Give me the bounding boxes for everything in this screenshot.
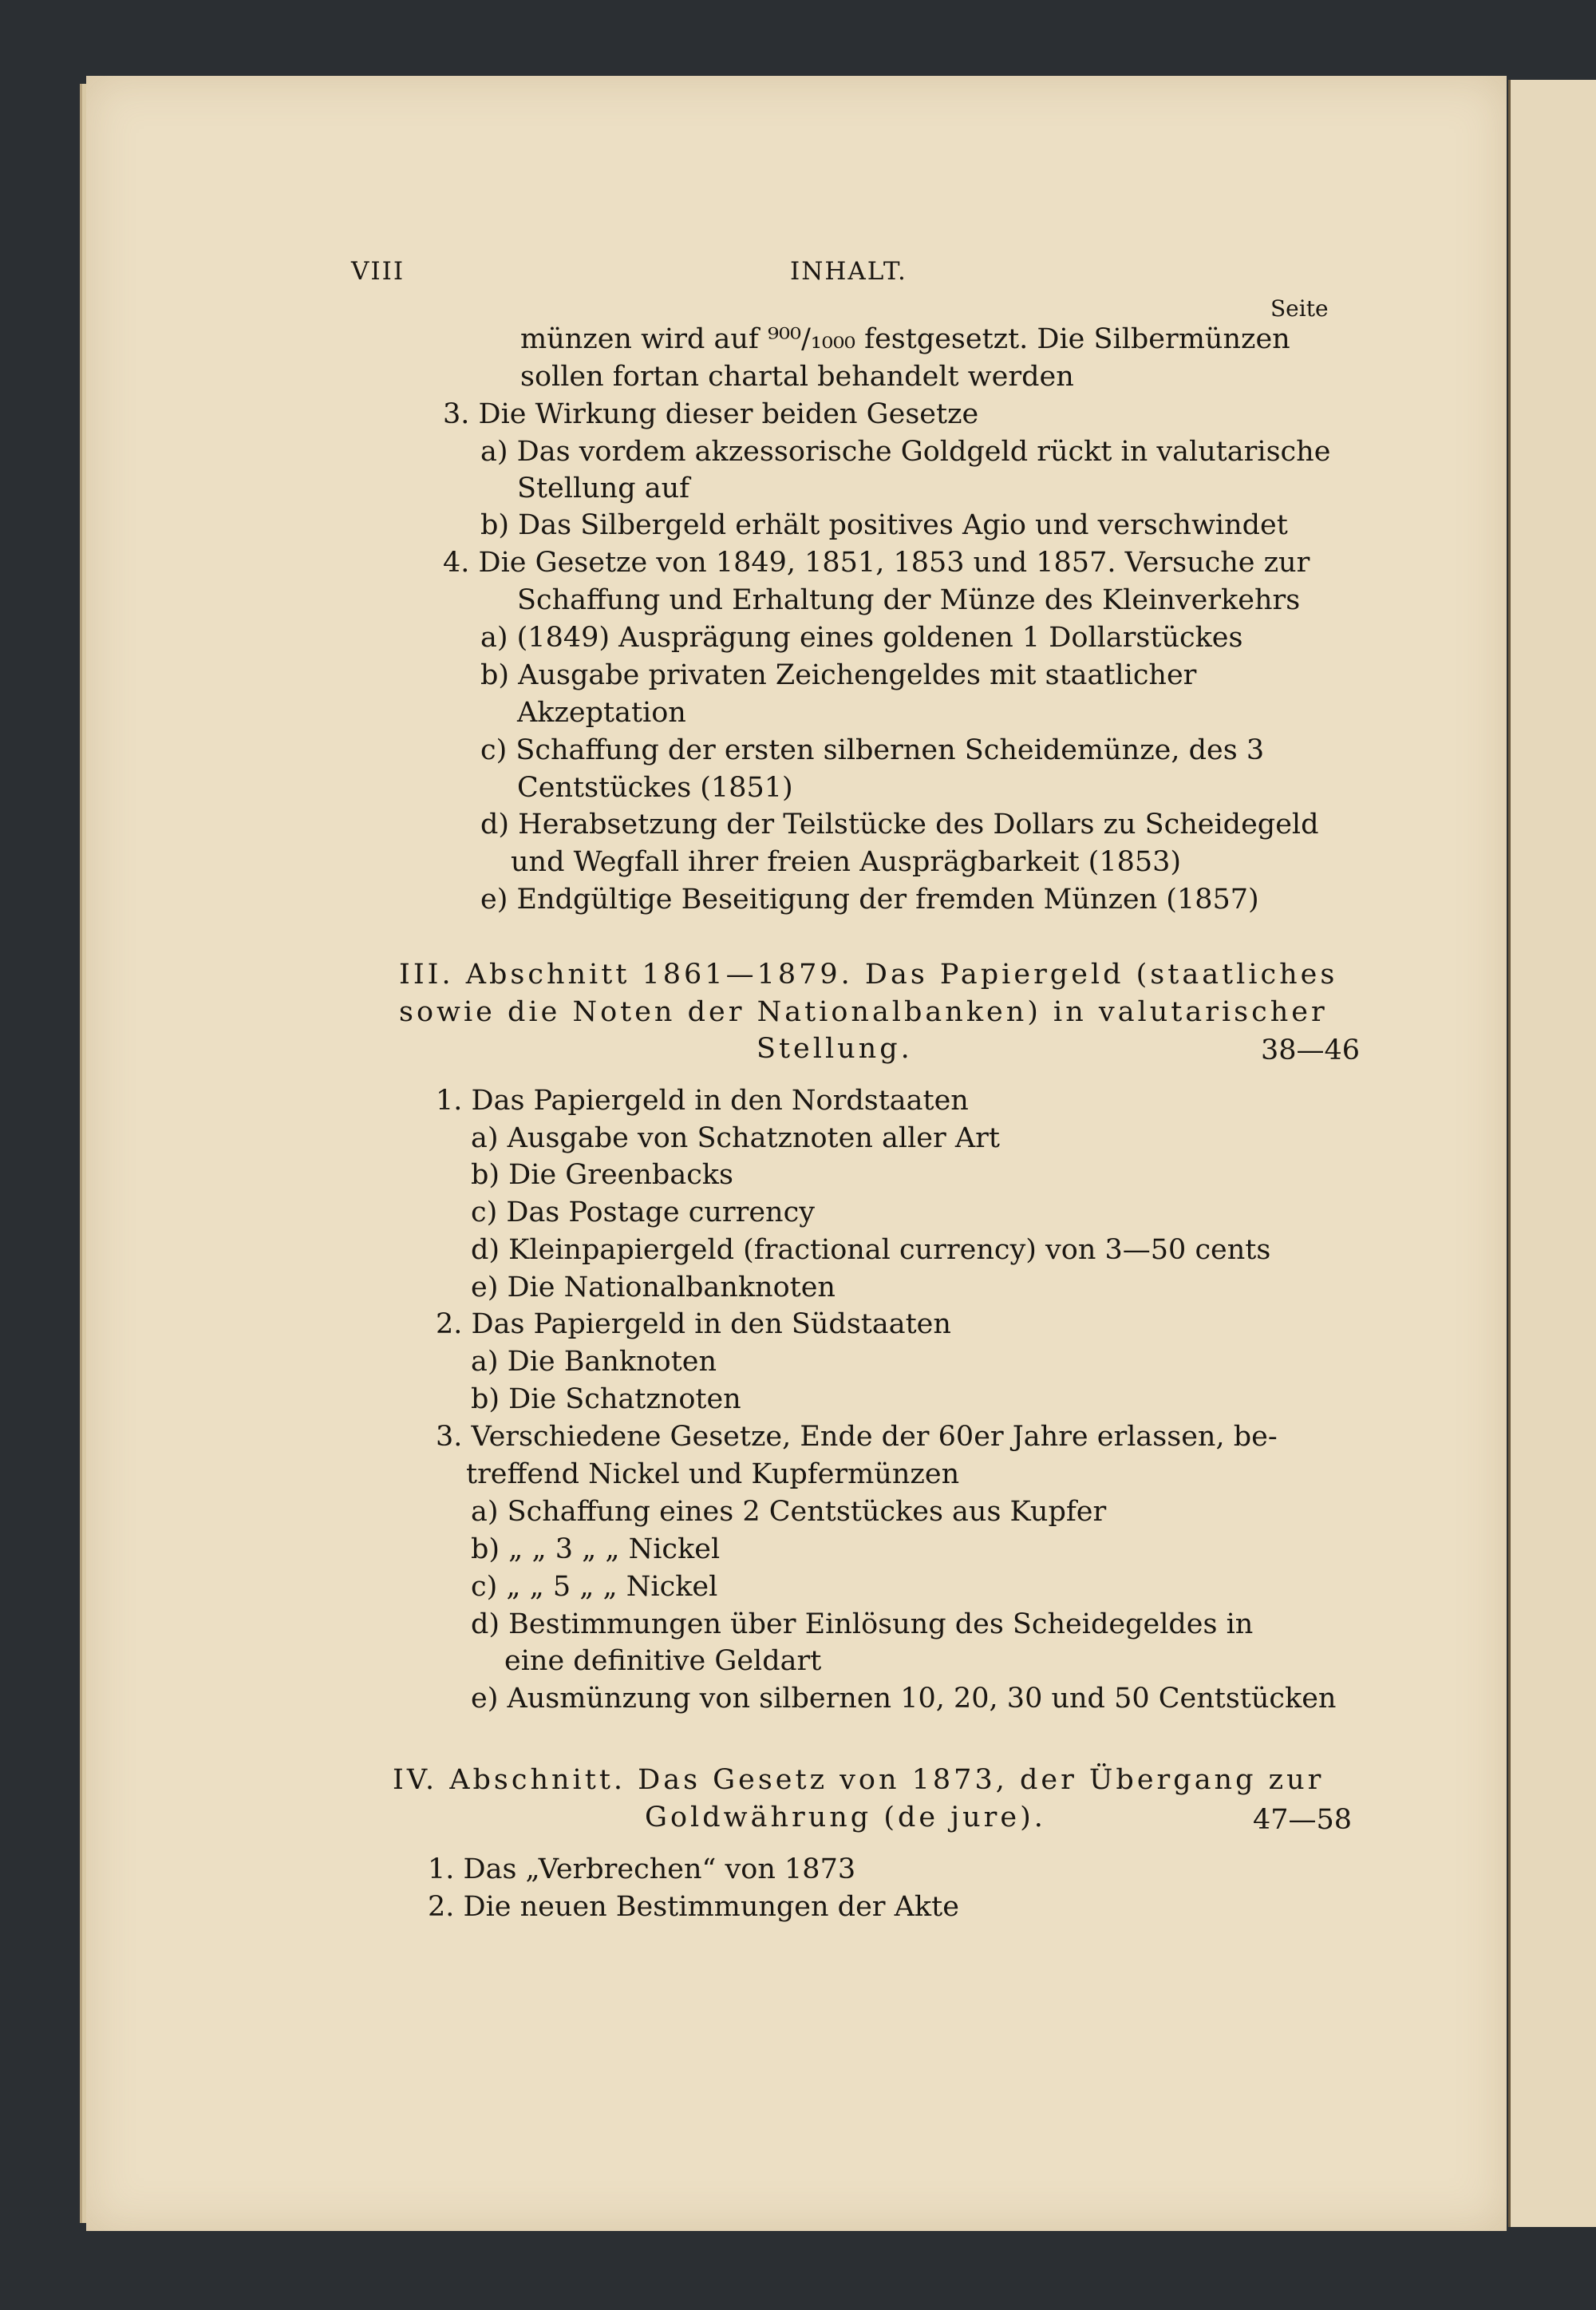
toc-entry: 3. Die Wirkung dieser beiden Gesetze: [443, 398, 979, 430]
toc-entry: Schaffung und Erhaltung der Münze des Kleinverkehrs: [517, 584, 1301, 616]
section-heading: III. Abschnitt 1861—1879. Das Papiergeld (staatliches: [399, 959, 1338, 991]
toc-entry: d) Kleinpapiergeld (fractional currency) von 3—50 cents: [471, 1234, 1271, 1266]
toc-entry: c) Schaffung der ersten silbernen Scheidemünze, des 3: [480, 734, 1265, 766]
toc-entry: e) Endgültige Beseitigung der fremden Münzen (1857): [480, 884, 1259, 916]
section-heading: Goldwährung (de jure).: [645, 1802, 1046, 1833]
toc-entry: a) Die Banknoten: [471, 1346, 717, 1378]
toc-entry: a) Schaffung eines 2 Centstückes aus Kupfer: [471, 1496, 1107, 1528]
toc-entry: a) Das vordem akzessorische Goldgeld rückt in valutarische: [480, 436, 1331, 468]
toc-entry: b) Das Silbergeld erhält positives Agio und verschwindet: [480, 509, 1288, 541]
toc-entry: a) Ausgabe von Schatznoten aller Art: [471, 1122, 1000, 1154]
page-number: VIII: [351, 257, 405, 286]
section-heading: IV. Abschnitt. Das Gesetz von 1873, der Übergang zur: [393, 1764, 1325, 1796]
toc-entry: 1. Das Papiergeld in den Nordstaaten: [436, 1085, 969, 1117]
toc-entry: 2. Die neuen Bestimmungen der Akte: [428, 1891, 959, 1923]
section-heading: Stellung.: [757, 1033, 913, 1065]
toc-entry: eine definitive Geldart: [504, 1645, 822, 1677]
toc-entry: 4. Die Gesetze von 1849, 1851, 1853 und 1857. Versuche zur: [443, 547, 1310, 579]
toc-entry: b) Die Greenbacks: [471, 1159, 733, 1191]
toc-entry: b) Die Schatznoten: [471, 1383, 741, 1415]
toc-entry: b) Ausgabe privaten Zeichengeldes mit staatlicher: [480, 659, 1197, 691]
toc-entry: münzen wird auf ⁹⁰⁰/₁₀₀₀ festgesetzt. Die Silbermünzen: [520, 323, 1290, 355]
toc-entry: 3. Verschiedene Gesetze, Ende der 60er Jahre erlassen, be-: [436, 1421, 1278, 1453]
toc-entry: treffend Nickel und Kupfermünzen: [466, 1458, 960, 1490]
toc-entry: a) (1849) Ausprägung eines goldenen 1 Dollarstückes: [480, 622, 1243, 654]
facing-page-edge: [1508, 80, 1596, 2227]
toc-entry: Stellung auf: [517, 473, 690, 504]
toc-entry: und Wegfall ihrer freien Ausprägbarkeit (1853): [511, 846, 1182, 878]
toc-entry: e) Ausmünzung von silbernen 10, 20, 30 und 50 Centstücken: [471, 1683, 1337, 1715]
toc-entry: Akzeptation: [517, 697, 686, 729]
seite-label: Seite: [1270, 295, 1329, 322]
page-reference: 47—58: [1253, 1804, 1353, 1836]
toc-entry: Centstückes (1851): [517, 772, 793, 804]
toc-entry: d) Herabsetzung der Teilstücke des Dollars zu Scheidegeld: [480, 809, 1319, 841]
toc-entry: e) Die Nationalbanknoten: [471, 1272, 836, 1303]
toc-entry: 1. Das „Verbrechen“ von 1873: [428, 1853, 856, 1885]
toc-entry: c) Das Postage currency: [471, 1197, 815, 1228]
page-reference: 38—46: [1261, 1034, 1361, 1066]
toc-entry: sollen fortan chartal behandelt werden: [520, 361, 1074, 393]
toc-entry: b) „ „ 3 „ „ Nickel: [471, 1533, 721, 1565]
section-heading: sowie die Noten der Nationalbanken) in valutarischer: [399, 996, 1328, 1028]
toc-entry: 2. Das Papiergeld in den Südstaaten: [436, 1308, 951, 1340]
page-title: INHALT.: [790, 257, 907, 286]
toc-entry: c) „ „ 5 „ „ Nickel: [471, 1571, 718, 1603]
toc-entry: d) Bestimmungen über Einlösung des Scheidegeldes in: [471, 1608, 1254, 1640]
